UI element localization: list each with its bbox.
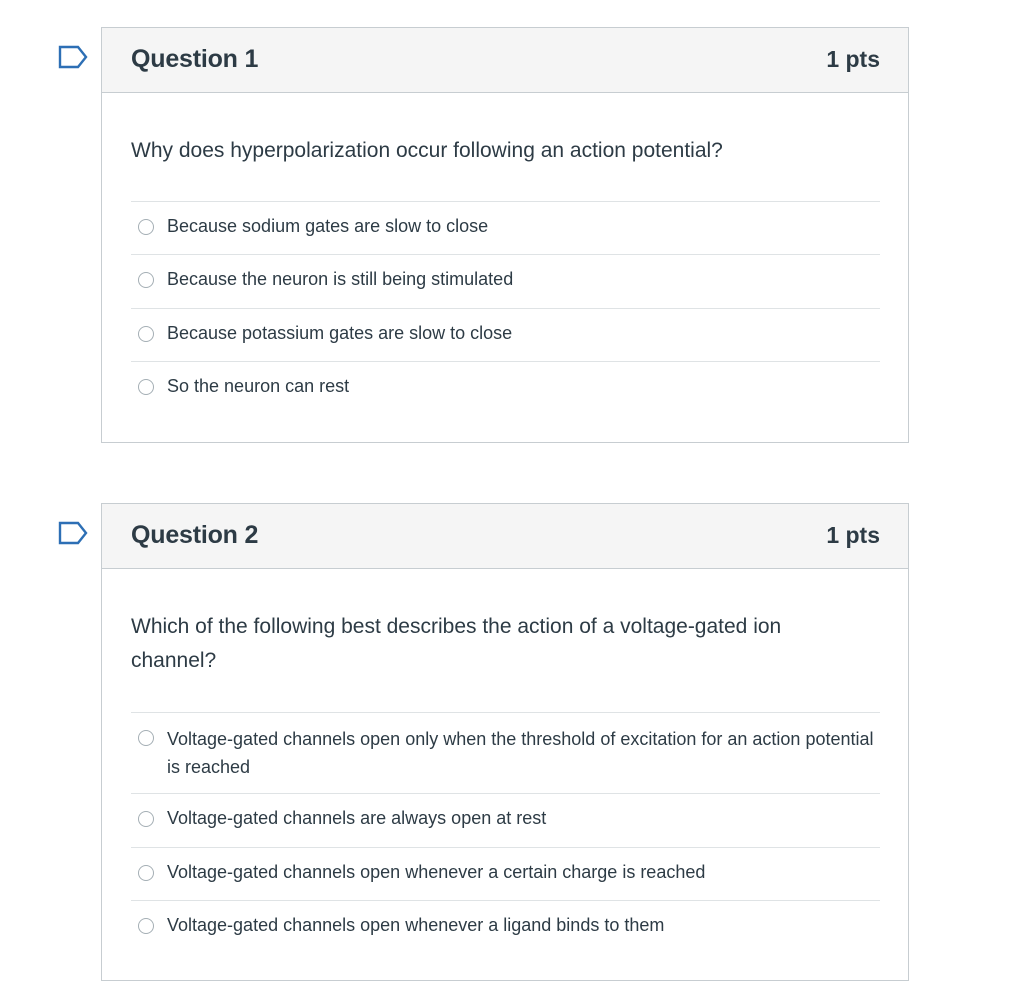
question-1-body	[102, 93, 908, 422]
question-2-title: Question 2	[131, 521, 259, 549]
answer-option[interactable]	[131, 901, 880, 961]
answer-label: Voltage-gated channels are always open at rest	[167, 808, 547, 828]
question-1-card	[101, 27, 909, 443]
question-1-points: 1 pts	[826, 46, 880, 72]
radio-button[interactable]	[138, 326, 154, 342]
question-2-points: 1 pts	[826, 522, 880, 548]
question-1-title: Question 1	[131, 45, 259, 73]
flag-question-2-icon[interactable]	[58, 521, 88, 547]
answer-option[interactable]	[131, 713, 880, 794]
answer-label: Voltage-gated channels open whenever a ligand binds to them	[167, 915, 665, 935]
answer-option[interactable]	[131, 202, 880, 255]
answer-label: Because the neuron is still being stimulated	[167, 269, 514, 289]
answer-label: Because sodium gates are slow to close	[167, 216, 489, 236]
question-1-text: Why does hyperpolarization occur following an action potential?	[131, 139, 723, 162]
question-1-answers	[131, 201, 880, 422]
question-2-text: Which of the following best describes the action of a voltage-gated ion channel?	[131, 615, 782, 672]
radio-button[interactable]	[138, 379, 154, 395]
question-2-answers	[131, 712, 880, 961]
answer-label: Voltage-gated channels open whenever a certain charge is reached	[167, 862, 706, 882]
answer-label: Because potassium gates are slow to close	[167, 323, 513, 343]
answer-option[interactable]	[131, 255, 880, 309]
answer-option[interactable]	[131, 309, 880, 362]
radio-button[interactable]	[138, 730, 154, 746]
question-2-body	[102, 569, 908, 961]
radio-button[interactable]	[138, 918, 154, 934]
radio-button[interactable]	[138, 272, 154, 288]
question-2-card	[101, 503, 909, 981]
answer-label: So the neuron can rest	[167, 376, 350, 396]
question-2-header	[102, 504, 908, 569]
radio-button[interactable]	[138, 219, 154, 235]
radio-button[interactable]	[138, 811, 154, 827]
answer-option[interactable]	[131, 794, 880, 848]
radio-button[interactable]	[138, 865, 154, 881]
flag-question-1-icon[interactable]	[58, 45, 88, 71]
answer-option[interactable]	[131, 362, 880, 422]
answer-option[interactable]	[131, 848, 880, 901]
question-1-header	[102, 28, 908, 93]
answer-label: Voltage-gated channels open only when the threshold of excitation for an action potential is reached	[167, 729, 874, 777]
